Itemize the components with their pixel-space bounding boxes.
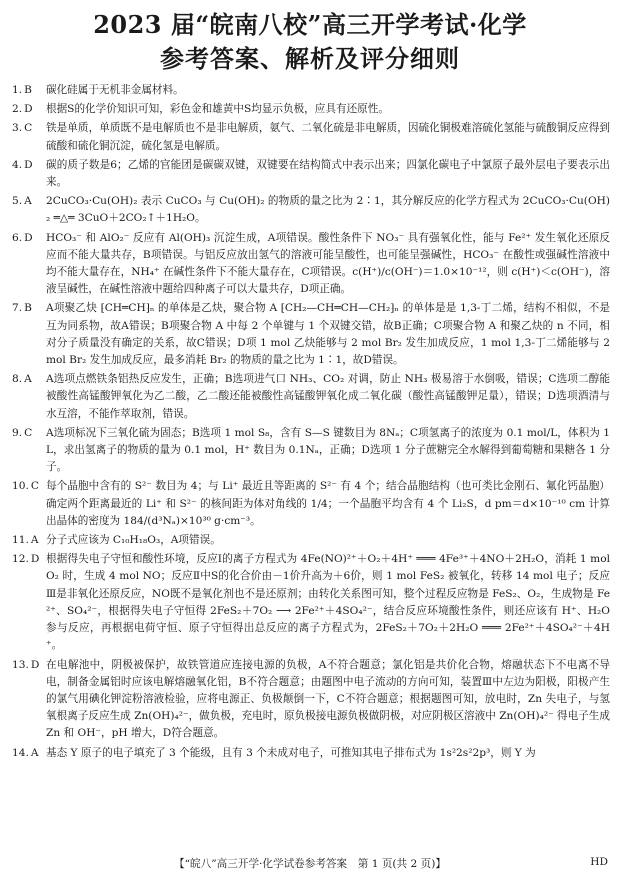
item-explanation: A选项标况下三氧化硫为固态；B选项 1 mol S₈，含有 S—S 键数目为 8Nₐ；C项氢离子的浓度为 0.1 mol/L，体积为 1 L，求出氢离子的物质的量为 0.1 mol，H⁺ 数目为 0.1Nₐ，正确；D选项 1 分子蔗糖完全水解得到葡萄糖和果糖各 1 分子。 (46, 426, 610, 474)
answer-item (12, 157, 610, 191)
item-explanation: 每个晶胞中含有的 S²⁻ 数目为 4；与 Li⁺ 最近且等距离的 S²⁻ 有 4 个；结合晶胞结构（也可类比金刚石、氟化钙晶胞）确定两个距离最近的 Li⁺ 和 S²⁻ 的核间距为体对角线的 1/4；一个晶胞平均含有 4 个 Li₂S，d pm＝d×10⁻¹⁰ cm 计算出晶体的密度为 184/(d³Nₐ)×10³⁰ g·cm⁻³。 (46, 480, 610, 527)
answer-item (12, 478, 610, 530)
item-number: 13. D (12, 658, 40, 671)
answer-item (12, 745, 610, 762)
item-number: 8. A (12, 373, 32, 386)
footer-code: HD (590, 856, 608, 868)
item-number: 2. D (12, 103, 33, 116)
page-subtitle: 参考答案、解析及评分细则 (160, 44, 460, 73)
item-explanation: 根据得失电子守恒和酸性环境，反应Ⅰ的离子方程式为 4Fe(NO)²⁺＋O₂＋4H⁺ ═══ 4Fe³⁺＋4NO＋2H₂O，消耗 1 mol O₂ 时，生成 4 mol NO；反应Ⅱ中S的化合价由－1价升高为＋6价，则 1 mol FeS₂ 被氧化，转移 14 mol 电子；反应Ⅲ是非氧化还原反应，NO既不是氧化剂也不是还原剂；由转化关系图可知，整个过程反应物是 FeS₂、O₂，生成物是 Fe²⁺、SO₄²⁻，根据得失电子守恒得 2FeS₂＋7O₂ ⟶ 2Fe²⁺＋4SO₄²⁻，结合反应环境酸性条件，则还应该有 H⁺、H₂O 参与反应，再根据电荷守恒、原子守恒得出总反应的离子方程式为，2FeS₂＋7O₂＋2H₂O ═══ 2Fe²⁺＋4SO₄²⁻＋4H⁺。 (46, 553, 610, 652)
answer-item (12, 82, 610, 99)
item-number: 12. D (12, 553, 40, 566)
answer-item (12, 551, 610, 654)
answer-list (12, 82, 610, 764)
item-explanation: 根据S的化学价知识可知，彩色金和雄黄中S均显示负极，应具有还原性。 (46, 103, 389, 116)
answer-item (12, 657, 610, 743)
item-explanation: A项聚乙炔 ⁅CH═CH⁆ₙ 的单体是乙炔，聚合物 A ⁅CH₂—CH═CH—CH₂⁆ₙ 的单体是是 1,3-丁二烯，结构不相似，不是互为同系物，故A错误；B项聚合物 A 中每 2 个单键与 1 个双键交错，故B正确；C项聚合物 A 和聚乙炔的 n 不同，相对分子质量没有确定的关系，故C错误；D项 1 mol 乙炔能够与 2 mol Br₂ 发生加成反应，1 mol 1,3-丁二烯能够与 2 mol Br₂ 发生加成反应，最多消耗 Br₂ 的物质的量之比为 1∶1，故D错误。 (46, 302, 610, 367)
page-footer (0, 856, 620, 871)
item-explanation: 碳化硅属于无机非金属材料。 (46, 84, 184, 96)
item-explanation: 在电解池中，阴极被保护，故铁管道应连接电源的负极，A不符合题意；氯化铝是共价化合物，熔融状态下不电离不导电，制备金属铝时应该电解熔融氧化铝，B不符合题意；由题图中电子流动的方向可知，装置Ⅲ中左边为阳极，阳极产生的氯气用碘化钾淀粉溶液检验，应将电源正、负极颠倒一下，C不符合题意；根据题图可知，放电时，Zn 失电子，与氢氧根离子反应生成 Zn(OH)₄²⁻，做负极，充电时，原负极接电源负极做阴极，对应阴极区溶液中 Zn(OH)₄²⁻ 得电子生成 Zn 和 OH⁻，pH 增大，D符合题意。 (46, 658, 610, 740)
answer-item (12, 120, 610, 154)
item-explanation: 分子式应该为 C₁₀H₁₈O₃，A项错误。 (46, 534, 221, 547)
item-explanation: 铁是单质，单质既不是电解质也不是非电解质，氨气、二氧化硫是非电解质，因硫化铜极难溶硫化氢能与硫酸铜反应得到硫酸和硫化铜沉淀，硫化氢是电解质。 (46, 122, 610, 152)
answer-item (12, 425, 610, 477)
item-number: 11. A (12, 534, 39, 547)
answer-item (12, 101, 610, 118)
footer-text: 【“皖八”高三开学·化学试卷参考答案 第 1 页(共 2 页)】 (174, 858, 446, 870)
item-number: 5. A (12, 195, 32, 208)
item-number: 7. B (12, 302, 32, 315)
item-number: 9. C (12, 426, 33, 439)
item-explanation: 2CuCO₃·Cu(OH)₂ 表示 CuCO₃ 与 Cu(OH)₂ 的物质的量之比为 2∶1，其分解反应的化学方程式为 2CuCO₃·Cu(OH)₂ ═△═ 3CuO＋2CO₂↑＋1H₂O。 (46, 195, 610, 225)
answer-item (12, 371, 610, 423)
item-explanation: 基态 Y 原子的电子填充了 3 个能级，且有 3 个未成对电子，可推知其电子排布式为 1s²2s²2p³，则 Y 为 (46, 746, 536, 759)
item-number: 10. C (12, 480, 39, 493)
item-explanation: HCO₃⁻ 和 AlO₂⁻ 反应有 Al(OH)₃ 沉淀生成，A项错误。酸性条件下 NO₃⁻ 具有强氧化性，能与 Fe²⁺ 发生氧化还原反应而不能大量共存，B项错误。与铝反应放出氢气的溶液可能呈酸性，也可能呈强碱性，HCO₃⁻ 在酸性或强碱性溶液中均不能大量存在，NH₄⁺ 在碱性条件下不能大量存在，C项错误。c(H⁺)/c(OH⁻)＝1.0×10⁻¹²，则 c(H⁺)＜c(OH⁻)，溶液呈碱性，在碱性溶液中题给四种离子可以大量共存，D项正确。 (46, 231, 610, 296)
item-number: 4. D (12, 158, 33, 171)
answer-item (12, 300, 610, 369)
item-explanation: 碳的质子数是6；乙烯的官能团是碳碳双键，双键要在结构简式中表示出来；四氯化碳电子中氯原子最外层电子要表示出来。 (46, 158, 610, 189)
item-explanation: A选项点燃铁条铝热反应发生，正确；B选项进气口 NH₃、CO₂ 对调，防止 NH₃ 极易溶于水倒吸，错误；C选项二醇能被酸性高锰酸钾氧化为乙二酸，乙二酸还能被酸性高锰酸钾氧化成二氧化碳（酸性高锰酸钾足量），错误；D选项酒清与水互溶，不能作萃取剂，错误。 (46, 373, 610, 420)
answer-item (12, 230, 610, 299)
item-number: 6. D (12, 231, 33, 244)
answer-item (12, 193, 610, 227)
item-number: 3. C (12, 122, 33, 135)
page-title: 2023 届“皖南八校”高三开学考试·化学 (93, 10, 527, 39)
answer-item (12, 532, 610, 549)
item-number: 1. B (12, 84, 32, 96)
item-number: 14. A (12, 746, 39, 759)
